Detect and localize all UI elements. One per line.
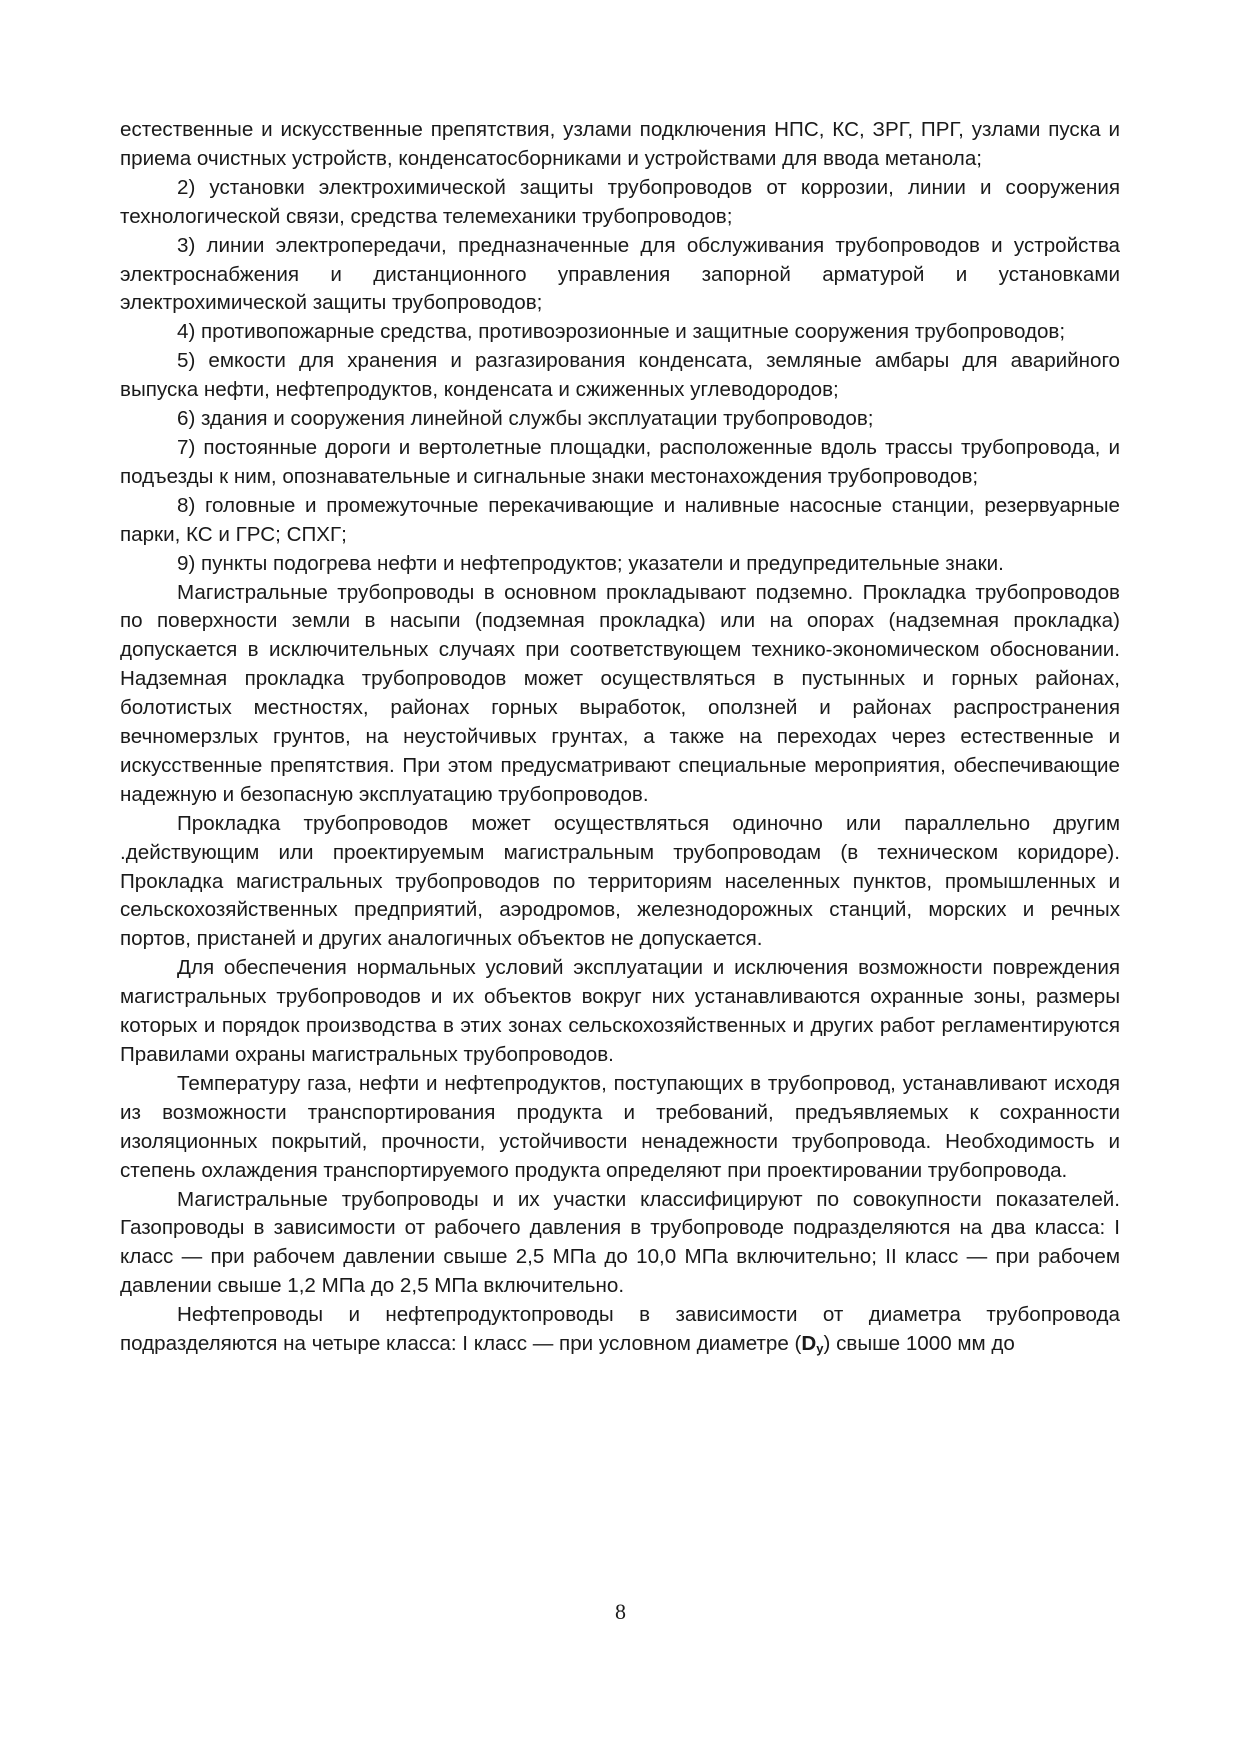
paragraph: Для обеспечения нормальных условий эксплуатации и исключения возможности повреждения магистральных трубопроводов и их объектов вокруг них устанавливаются охранные зоны, размеры которых и порядок производства в этих зонах сельскохозяйственных и других работ регламентируются Правилами охраны магистральных трубопроводов. (120, 956, 1120, 1066)
list-item-9: 9) пункты подогрева нефти и нефтепродуктов; указатели и предупредительные знаки. (177, 551, 1004, 575)
paragraph-text-before: Нефтепроводы и нефтепродуктопроводы в зависимости от диаметра трубопровода подразделяются на четыре класса: I класс — при условном диаметре ( (120, 1303, 1120, 1356)
paragraph: Магистральные трубопроводы и их участки классифицируют по совокупности показателей. Газопроводы в зависимости от рабочего давления в трубопроводе подразделяются на два класса: I класс — при рабочем давлении свыше 2,5 МПа до 10,0 МПа включительно; II класс — при рабочем давлении свыше 1,2 МПа до 2,5 МПа включительно. (120, 1187, 1120, 1298)
page-number: 8 (615, 1599, 626, 1624)
paragraph-last (120, 1301, 1120, 1359)
list-item-8: 8) головные и промежуточные перекачивающие и наливные насосные станции, резервуарные парки, КС и ГРС; СПХГ; (120, 493, 1120, 546)
list-item-5: 5) емкости для хранения и разгазирования конденсата, земляные амбары для аварийного выпуска нефти, нефтепродуктов, конденсата и сжиженных углеводородов; (120, 349, 1120, 402)
diameter-symbol-main: D (801, 1332, 817, 1356)
list-item-7: 7) постоянные дороги и вертолетные площадки, расположенные вдоль трассы трубопровода, и подъезды к ним, опознавательные и сигнальные знаки местонахождения трубопроводов; (120, 435, 1120, 488)
paragraph-text-after: ) свыше 1000 мм до (823, 1332, 1015, 1356)
list-item-4: 4) противопожарные средства, противоэрозионные и защитные сооружения трубопроводов; (177, 320, 1066, 344)
paragraph: Магистральные трубопроводы в основном прокладывают подземно. Прокладка трубопроводов по поверхности земли в насыпи (подземная прокладка) или на опорах (надземная прокладка) допускается в исключительных случаях при соответствующем технико-экономическом обосновании. Надземная прокладка трубопроводов может осуществляться в пустынных и горных районах, болотистых местностях, районах горных выработок, оползней и районах распространения вечномерзлых грунтов, на неустойчивых грунтах, а также на переходах через естественные и искусственные препятствия. При этом предусматривают специальные мероприятия, обеспечивающие надежную и безопасную эксплуатацию трубопроводов. (120, 580, 1120, 806)
diameter-symbol (801, 1332, 823, 1355)
paragraph: Температуру газа, нефти и нефтепродуктов, поступающих в трубопровод, устанавливают исходя из возможности транспортирования продукта и требований, предъявляемых к сохранности изоляционных покрытий, прочности, устойчивости ненадежности трубопровода. Необходимость и степень охлаждения транспортируемого продукта определяют при проектировании трубопровода. (120, 1071, 1120, 1182)
list-item-3: 3) линии электропередачи, предназначенные для обслуживания трубопроводов и устройства электроснабжения и дистанционного управления запорной арматурой и установками электрохимической защиты трубопроводов; (120, 233, 1120, 315)
paragraph: Прокладка трубопроводов может осуществляться одиночно или параллельно другим .действующим или проектируемым магистральным трубопроводам (в техническом коридоре). Прокладка магистральных трубопроводов по территориям населенных пунктов, промышленных и сельскохозяйственных предприятий, аэродромов, железнодорожных станций, морских и речных портов, пристаней и других аналогичных объектов не допускается. (120, 811, 1120, 951)
list-item-6: 6) здания и сооружения линейной службы эксплуатации трубопроводов; (177, 407, 874, 431)
diameter-symbol-subscript: у (816, 1341, 824, 1357)
list-item-2: 2) установки электрохимической защиты трубопроводов от коррозии, линии и сооружения технологической связи, средства телемеханики трубопроводов; (120, 175, 1120, 228)
page-body-text (120, 116, 1120, 1359)
paragraph: естественные и искусственные препятствия, узлами подключения НПС, КС, ЗРГ, ПРГ, узлами пуска и приема очистных устройств, конденсатосборниками и устройствами для ввода метанола; (120, 118, 1120, 170)
